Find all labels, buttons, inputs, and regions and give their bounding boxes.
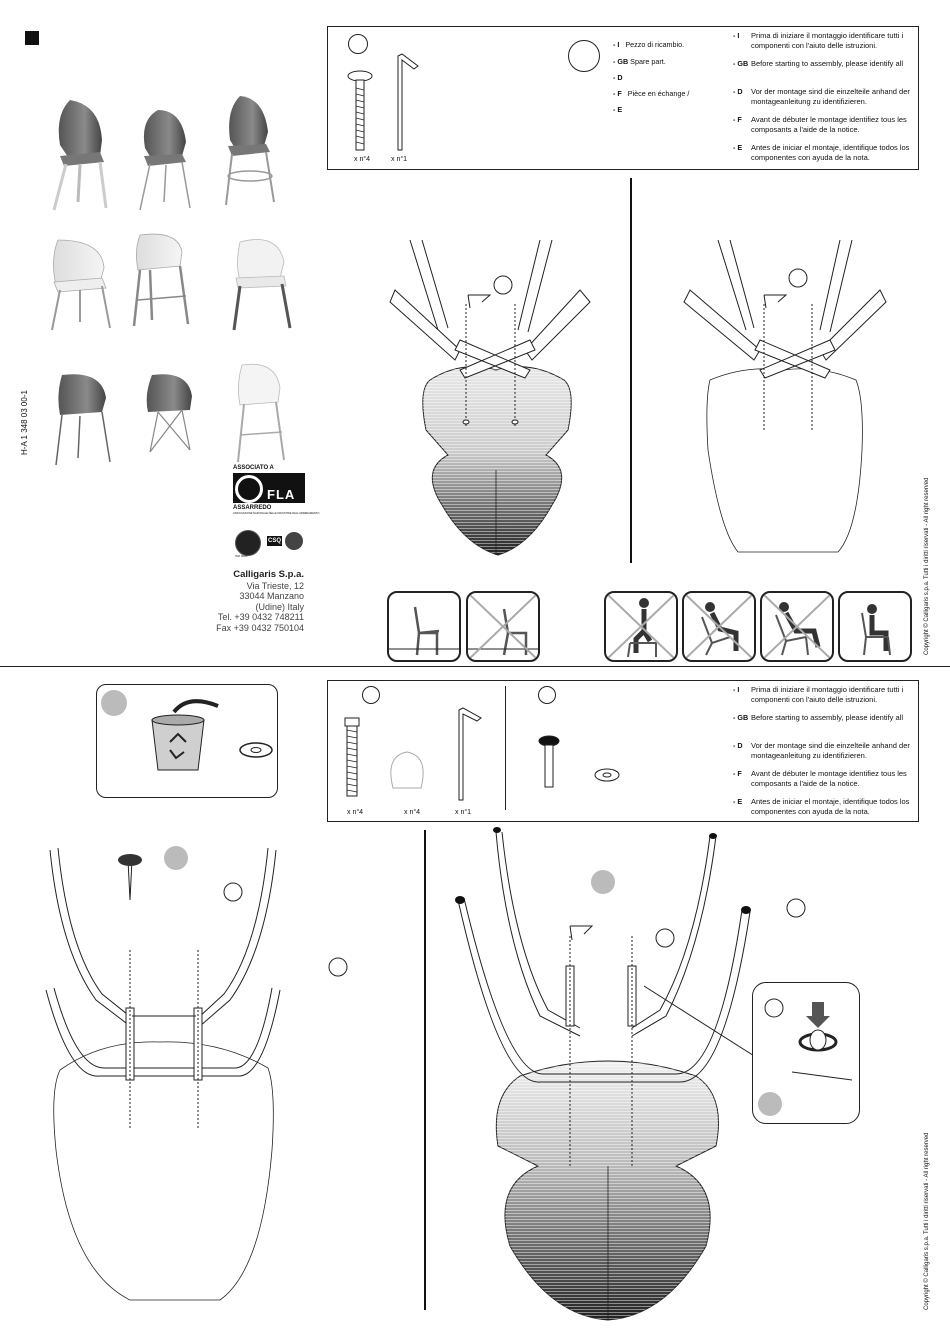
fla-logo: ASSOCIATO A FLA ASSARREDO ASSOCIAZIONE NAZIONALE DELLE INDUSTRIE DELL'ARREDAMENTO	[233, 465, 320, 515]
top-parts-drawing	[340, 52, 430, 162]
spare-part-icon-2	[362, 686, 380, 704]
allen-key-icon-2	[459, 708, 481, 800]
threaded-bolt-icon	[345, 718, 359, 796]
key-quantity: x n°1	[391, 156, 408, 163]
bolt-quantity: x n°4	[354, 156, 371, 163]
company-address: Calligaris S.p.a. Via Trieste, 12 33044 Manzano (Udine) Italy Tel. +39 0432 748211 Fax +39 0432 750104	[216, 569, 304, 633]
bolt-quantity-2: x n°4	[347, 809, 364, 816]
chair-2	[140, 110, 190, 210]
spare-d: - D	[613, 73, 623, 82]
spare-e: - E	[613, 105, 623, 114]
copyright-bottom: Copyright © Calligaris s.p.a. Tutti i diritti riservati - All right reserved	[924, 1132, 930, 1310]
chair-6	[234, 240, 290, 331]
top-assembly-left	[390, 240, 630, 570]
cap-quantity: x n°4	[404, 809, 421, 816]
washer-icon	[236, 740, 276, 760]
top-assembly-right	[680, 240, 900, 570]
recycle-bin-icon	[148, 704, 208, 774]
top-center-divider	[630, 178, 632, 563]
chair-4	[52, 240, 110, 330]
spare-f: - F Pièce en échange /	[613, 89, 690, 98]
iso-seal-icon	[235, 530, 261, 556]
chair-1	[54, 100, 106, 210]
step-circle-icon	[101, 690, 127, 716]
spare-circle-icon	[568, 40, 600, 72]
copyright-top: Copyright © Calligaris s.p.a. Tutti i diritti riservati - All right reserved	[924, 477, 930, 655]
foot-cap-detail-drawing	[752, 982, 858, 1122]
spare-part-icon	[348, 34, 368, 54]
parts-divider	[505, 686, 506, 810]
spare-gb: - GB Spare part.	[613, 57, 666, 66]
tilting-on-chair-crossed-icon	[682, 591, 756, 662]
bottom-center-divider	[424, 830, 426, 1310]
chair-tipped-crossed-icon	[466, 591, 540, 662]
chair-9	[238, 364, 284, 462]
chair-3	[226, 96, 274, 205]
standing-on-chair-crossed-icon	[604, 591, 678, 662]
iqnet-seal-icon	[285, 532, 303, 550]
foot-cap-icon	[391, 752, 423, 788]
document-code: H-A 1 348 03 00-1	[20, 390, 29, 455]
bottom-assembly-left	[40, 830, 360, 1310]
chair-7	[56, 374, 110, 465]
instruction-sheet: H-A 1 348 03 00-1 ASSOCIATO A FLA ASSARREDO ASSOCIAZIONE NAZIONALE DELLE INDUSTRIE DELL'ARREDAMENTO ISO 9001 CSQ Calligaris S.p.a. Via Trieste, 12 33044 Manzano (Udine) Italy Tel. +39 0432 748211 Fax +39 0432 750104 x n°4 x n°1 - I Pezzo di ricambio. - GB Spare part. - D - F Pièce en échange / - E - I Prima di iniziare il montaggio identificare tutti i componenti con l'aiuto delle istruzioni. - GB Before starting to assembly, please identify all - D Vor der montage sind die einzelteile anhand der montageanleitung zu identifizieren. - F Avant de débuter le montage identifiez tous les composants a l'aide de la notice. - E Antes de iniciar el montaje, identifique todos los componentes con ayuda de la nota. Copyright © Calligaris s.p.a. Tutti i diritti riservati - All right reserved x n°4 x n°4 x n°1 - I Prima di iniziare il montaggio identificare tutti i componenti con l'aiuto delle istruzioni. - GB Before starting to assembly, please identify all - D Vor der montage sind die einzelteile anhand der montageanleitung zu identifizieren. - F Avant de débuter le montage identifiez tous les composants a l'aide de la notice. - E Antes de iniciar el montaje, identifique todos los componentes con ayuda de la nota. Copyright © Calligaris s.p.a. Tutti i diritti riservati - All right reserved	[0, 0, 950, 1336]
leaning-back-crossed-icon	[760, 591, 834, 662]
correct-sitting-icon	[838, 591, 912, 662]
corner-marker	[25, 31, 39, 45]
chair-8	[147, 374, 192, 452]
allen-key-icon	[398, 54, 418, 150]
bolt-icon	[348, 71, 372, 150]
spare-i: - I Pezzo di ricambio.	[613, 40, 685, 49]
chair-5	[134, 234, 188, 326]
page-separator	[0, 666, 950, 667]
bottom-parts-drawing	[335, 706, 505, 806]
key-quantity-2: x n°1	[455, 809, 472, 816]
certification-logos: ISO 9001 CSQ	[233, 528, 305, 558]
chair-catalogue	[40, 90, 320, 480]
screw-and-washer-icon	[535, 735, 635, 795]
spare-part-icon-3	[538, 686, 556, 704]
chair-upright-icon	[387, 591, 461, 662]
